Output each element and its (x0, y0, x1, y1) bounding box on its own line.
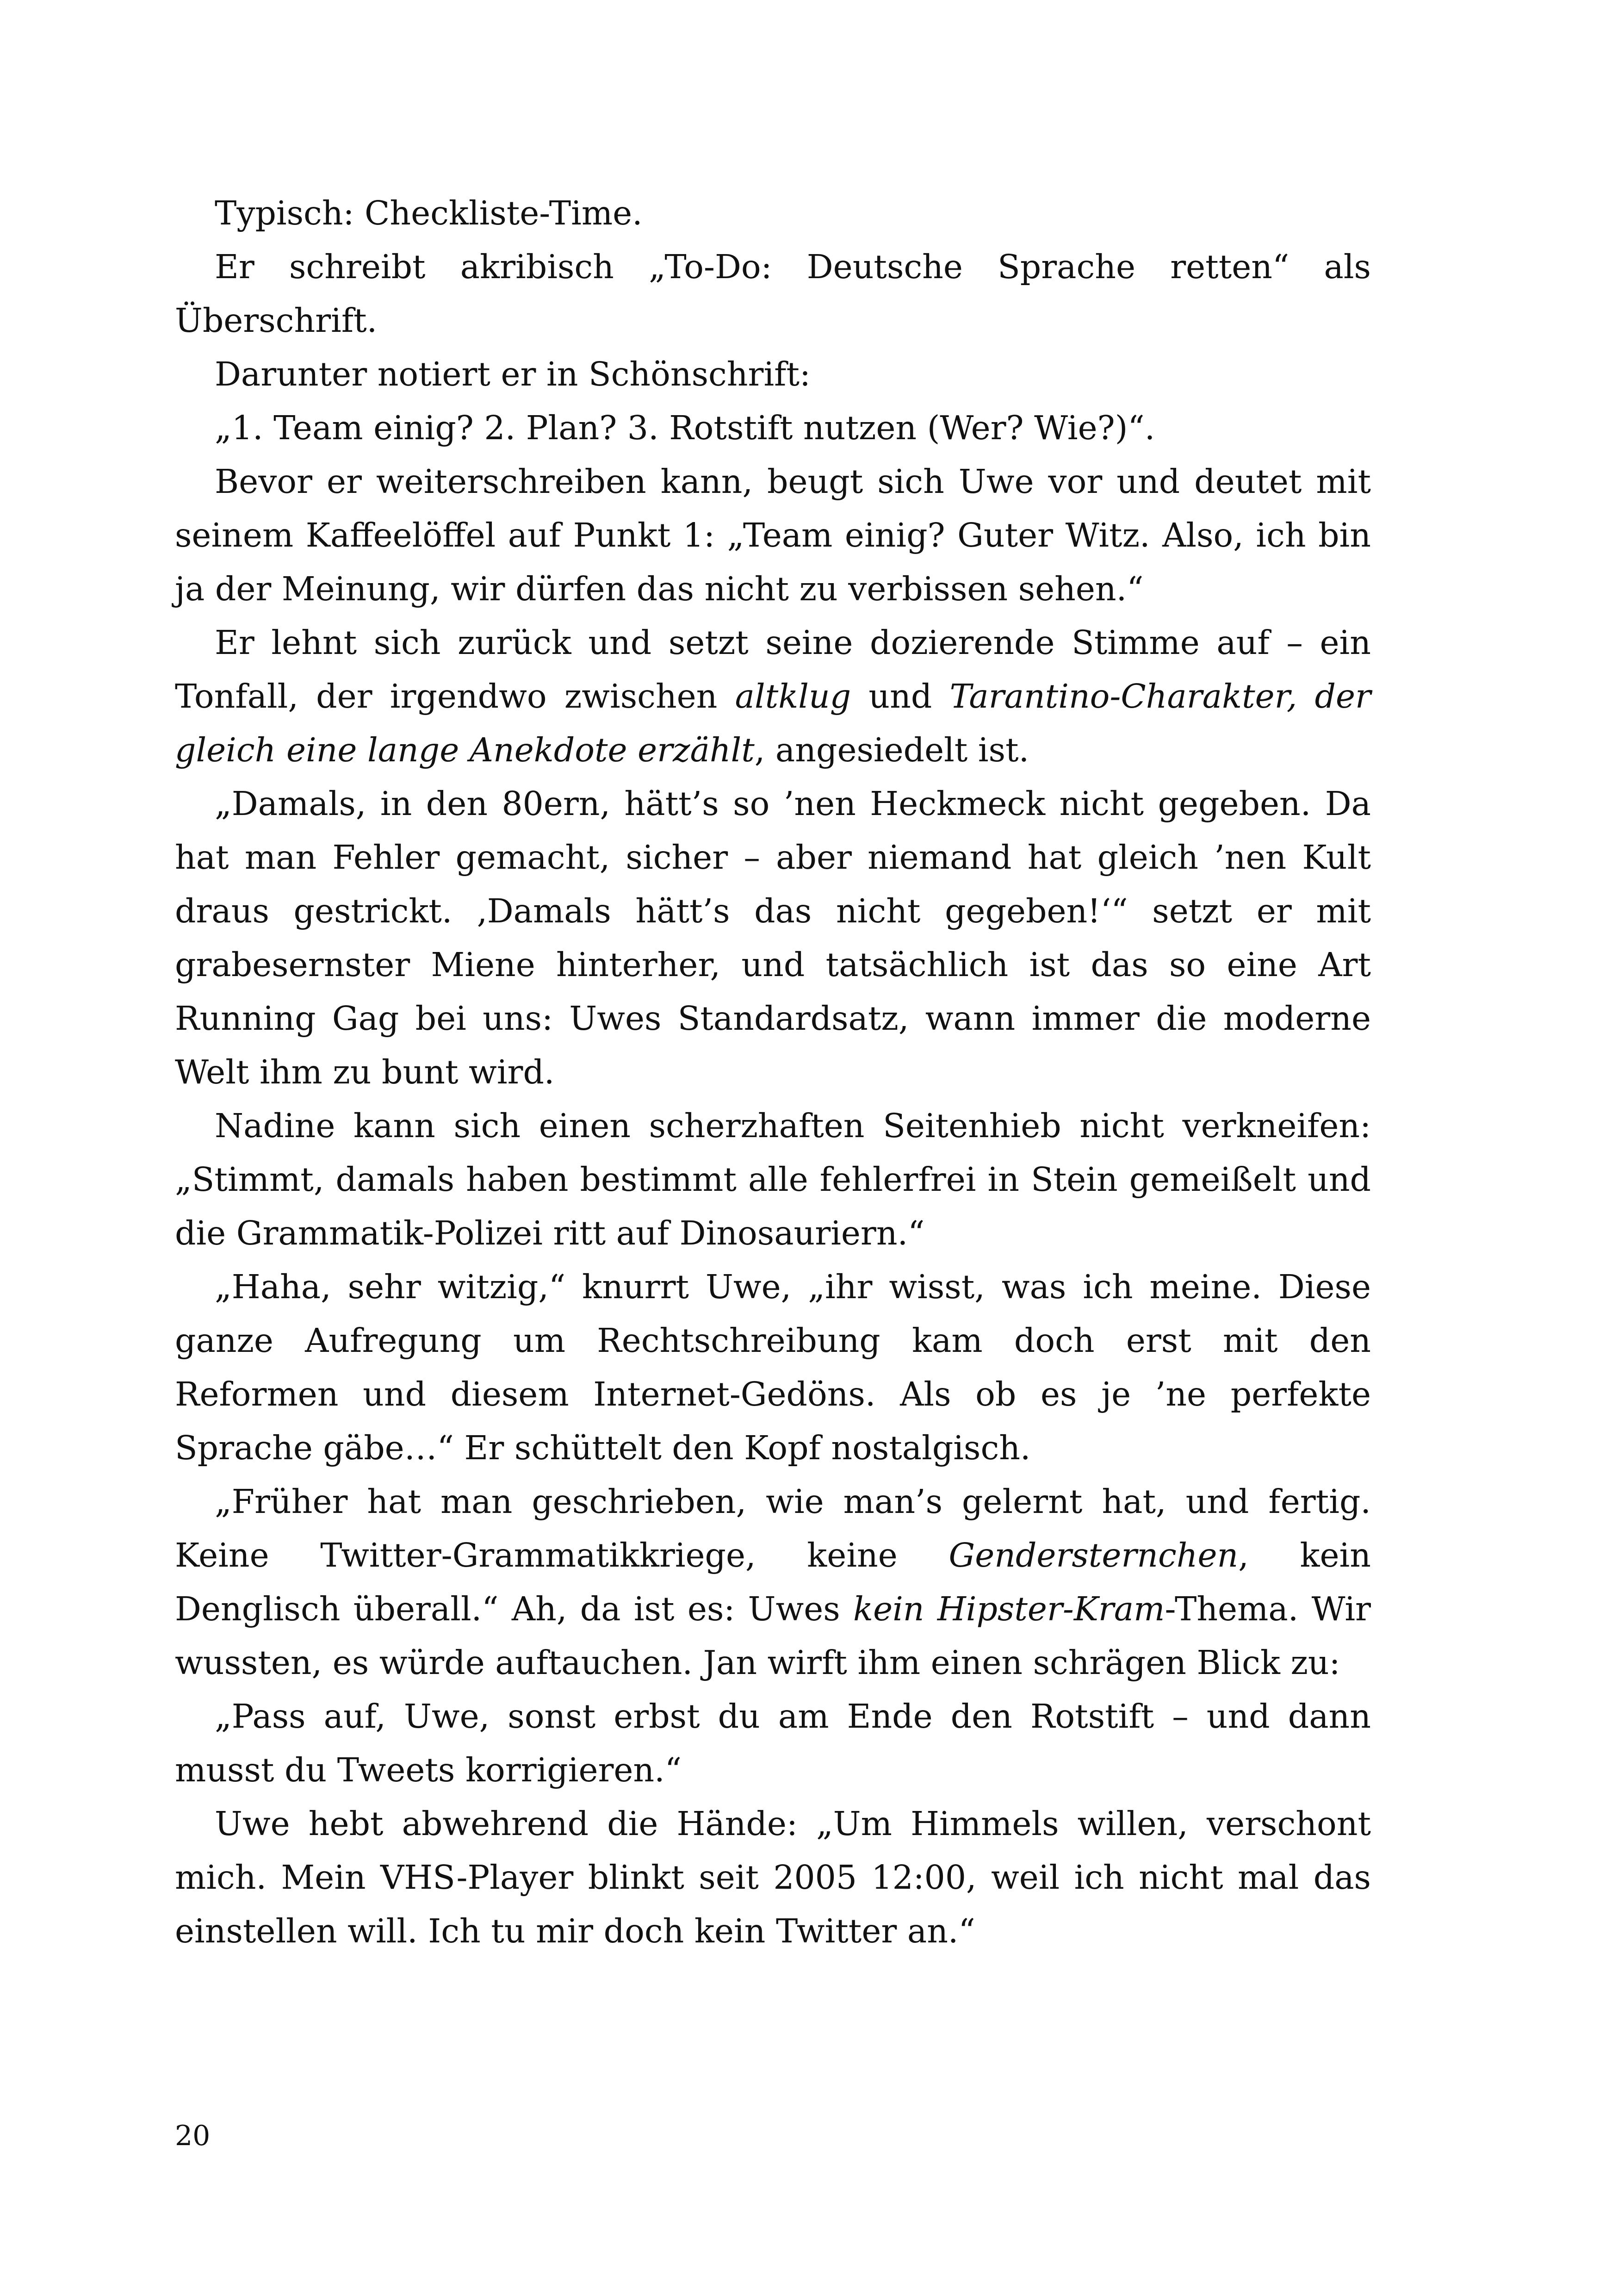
text-segment: Nadine kann sich einen scherzhaften Seitenhieb nicht verkneifen: „Stimmt, damals haben bestimmt alle fehlerfrei in Stein gemeißelt und die Grammatik-Polizei ritt auf Dinosauriern.“ (175, 1107, 1371, 1252)
text-segment: „Damals, in den 80ern, hätt’s so ’nen Heckmeck nicht gegeben. Da hat man Fehler gemacht, sicher – aber niemand hat gleich ’nen Kult draus gestrickt. ‚Damals hätt’s das nicht gegeben!‘“ setzt er mit grabesernster Miene hinterher, und tatsächlich ist das so eine Art Running Gag bei uns: Uwes Standardsatz, wann immer die moderne Welt ihm zu bunt wird. (175, 784, 1371, 1091)
text-segment: „Pass auf, Uwe, sonst erbst du am Ende den Rotstift – und dann musst du Tweets korrigieren.“ (175, 1697, 1371, 1789)
italic-text: Gendersternchen (948, 1536, 1239, 1574)
paragraph (175, 187, 1371, 240)
text-segment: , kein Denglisch überall.“ Ah, da ist es: Uwes (175, 1536, 1371, 1628)
text-segment: „Früher hat man geschrieben, wie man’s gelernt hat, und fertig. Keine Twitter-Grammatikkriege, keine (175, 1482, 1371, 1574)
paragraph (175, 348, 1371, 401)
paragraph (175, 1475, 1371, 1690)
text-segment: und (851, 677, 950, 716)
paragraph (175, 401, 1371, 455)
paragraph (175, 1099, 1371, 1260)
page-number: 20 (175, 2120, 211, 2152)
text-segment: , angesiedelt ist. (754, 731, 1029, 769)
paragraph (175, 777, 1371, 1099)
text-segment: Typisch: Checkliste-Time. (215, 194, 643, 232)
text-segment: Bevor er weiterschreiben kann, beugt sich Uwe vor und deutet mit seinem Kaffeelöffel auf Punkt 1: „Team einig? Guter Witz. Also, ich bin ja der Meinung, wir dürfen das nicht zu verbissen sehen.“ (175, 462, 1371, 608)
paragraph (175, 1797, 1371, 1958)
body-text (175, 187, 1371, 1958)
text-segment: Er schreibt akribisch „To-Do: Deutsche Sprache retten“ als Überschrift. (175, 248, 1371, 340)
text-segment: Uwe hebt abwehrend die Hände: „Um Himmels willen, verschont mich. Mein VHS-Player blinkt seit 2005 12:00, weil ich nicht mal das einstellen will. Ich tu mir doch kein Twitter an.“ (175, 1804, 1371, 1950)
text-segment: Er lehnt sich zurück und setzt seine dozierende Stimme auf – ein Tonfall, der irgendwo zwischen (175, 623, 1371, 716)
italic-text: Tarantino-Charakter, der gleich eine lange Anekdote erzählt (175, 677, 1371, 769)
paragraph (175, 1690, 1371, 1797)
paragraph (175, 616, 1371, 777)
italic-text: altklug (735, 677, 851, 716)
text-segment: -Thema. Wir wussten, es würde auftauchen. Jan wirft ihm einen schrägen Blick zu: (175, 1590, 1371, 1682)
paragraph (175, 1260, 1371, 1475)
paragraph (175, 455, 1371, 616)
text-segment: Darunter notiert er in Schönschrift: (215, 355, 811, 393)
text-segment: „1. Team einig? 2. Plan? 3. Rotstift nutzen (Wer? Wie?)“. (215, 409, 1155, 447)
italic-text: kein Hipster-Kram (853, 1590, 1165, 1628)
text-segment: „Haha, sehr witzig,“ knurrt Uwe, „ihr wisst, was ich meine. Diese ganze Aufregung um Rechtschreibung kam doch erst mit den Reformen und diesem Internet-Gedöns. Als ob es je ’ne perfekte Sprache gäbe…“ Er schüttelt den Kopf nostalgisch. (175, 1268, 1371, 1467)
paragraph (175, 240, 1371, 348)
